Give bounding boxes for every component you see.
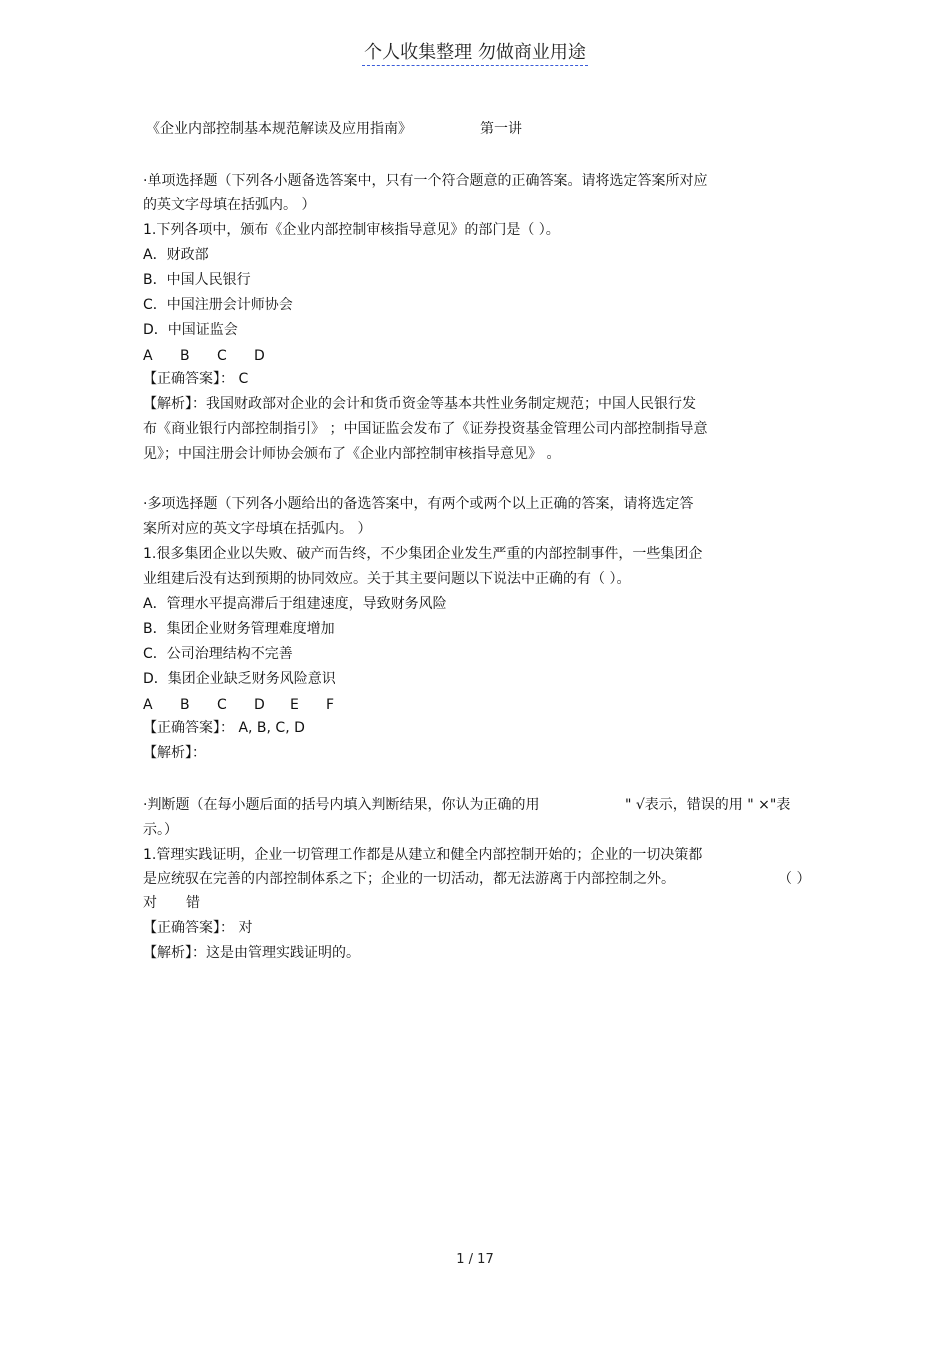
option-b: B．中国人民银行 (143, 272, 251, 288)
question-text: 1.管理实践证明，企业一切管理工作都是从建立和健全内部控制开始的；企业的一切决策都 (143, 847, 703, 863)
analysis-line: 布《商业银行内部控制指引》 ；中国证监会发布了《证券投资基金管理公司内部控制指导意 (143, 421, 708, 437)
judgment-instruction-cont: 示。） (143, 822, 178, 838)
choice-true[interactable]: 对 (143, 895, 157, 911)
choice-false[interactable]: 错 (186, 895, 200, 911)
option-c: C．中国注册会计师协会 (143, 297, 293, 313)
choice-d[interactable]: D (254, 348, 265, 364)
correct-answer: 【正确答案】： A, B, C, D (143, 720, 305, 736)
judgment-instruction-symbols: " √表示，错误的用 " ×"表 (625, 797, 791, 813)
choice-c[interactable]: C (217, 348, 227, 364)
correct-answer: 【正确答案】： 对 (143, 920, 253, 936)
judgment-instruction: ·判断题（在每小题后面的括号内填入判断结果，你认为正确的用 (143, 797, 540, 813)
choice-a[interactable]: A (143, 697, 153, 713)
single-choice-instruction-cont: 的英文字母填在括弧内。 ） (143, 197, 316, 213)
multi-choice-instruction: ·多项选择题（下列各小题给出的备选答案中，有两个或两个以上正确的答案，请将选定答 (143, 496, 694, 512)
question-text: 1.很多集团企业以失败、破产而告终，不少集团企业发生严重的内部控制事件，一些集团企 (143, 546, 703, 562)
option-c: C．公司治理结构不完善 (143, 646, 293, 662)
page-number: 1 / 17 (456, 1252, 494, 1267)
header-watermark-text: 个人收集整理 勿做商业用途 (362, 42, 588, 66)
option-a: A．财政部 (143, 247, 209, 263)
question-text-cont: 是应统驭在完善的内部控制体系之下；企业的一切活动，都无法游离于内部控制之外。 (143, 871, 675, 887)
header-watermark (0, 40, 950, 66)
analysis: 【解析】： (143, 745, 206, 761)
choice-f[interactable]: F (326, 697, 335, 713)
choice-b[interactable]: B (180, 348, 190, 364)
analysis: 【解析】：这是由管理实践证明的。 (143, 945, 360, 961)
multi-choice-instruction-cont: 案所对应的英文字母填在括弧内。 ） (143, 521, 372, 537)
analysis-line: 【解析】：我国财政部对企业的会计和货币资金等基本共性业务制定规范；中国人民银行发 (143, 396, 696, 412)
single-choice-instruction: ·单项选择题（下列各小题备选答案中，只有一个符合题意的正确答案。请将选定答案所对应 (143, 173, 708, 189)
option-d: D．中国证监会 (143, 322, 238, 338)
question-text-cont: 业组建后没有达到预期的协同效应。关于其主要问题以下说法中正确的有（ ）。 (143, 571, 631, 587)
question-text: 1.下列各项中，颁布《企业内部控制审核指导意见》的部门是（ ）。 (143, 222, 560, 238)
option-a: A．管理水平提高滞后于组建速度，导致财务风险 (143, 596, 447, 612)
choice-b[interactable]: B (180, 697, 190, 713)
lecture-label: 第一讲 (480, 121, 522, 137)
doc-title: 《企业内部控制基本规范解读及应用指南》 (146, 121, 412, 137)
answer-bracket: （ ） (778, 871, 811, 887)
option-d: D．集团企业缺乏财务风险意识 (143, 671, 336, 687)
choice-d[interactable]: D (254, 697, 265, 713)
option-b: B．集团企业财务管理难度增加 (143, 621, 335, 637)
correct-answer: 【正确答案】： C (143, 371, 249, 387)
choice-c[interactable]: C (217, 697, 227, 713)
choice-e[interactable]: E (290, 697, 299, 713)
analysis-line: 见》；中国注册会计师协会颁布了《企业内部控制审核指导意见》 。 (143, 446, 561, 462)
choice-a[interactable]: A (143, 348, 153, 364)
